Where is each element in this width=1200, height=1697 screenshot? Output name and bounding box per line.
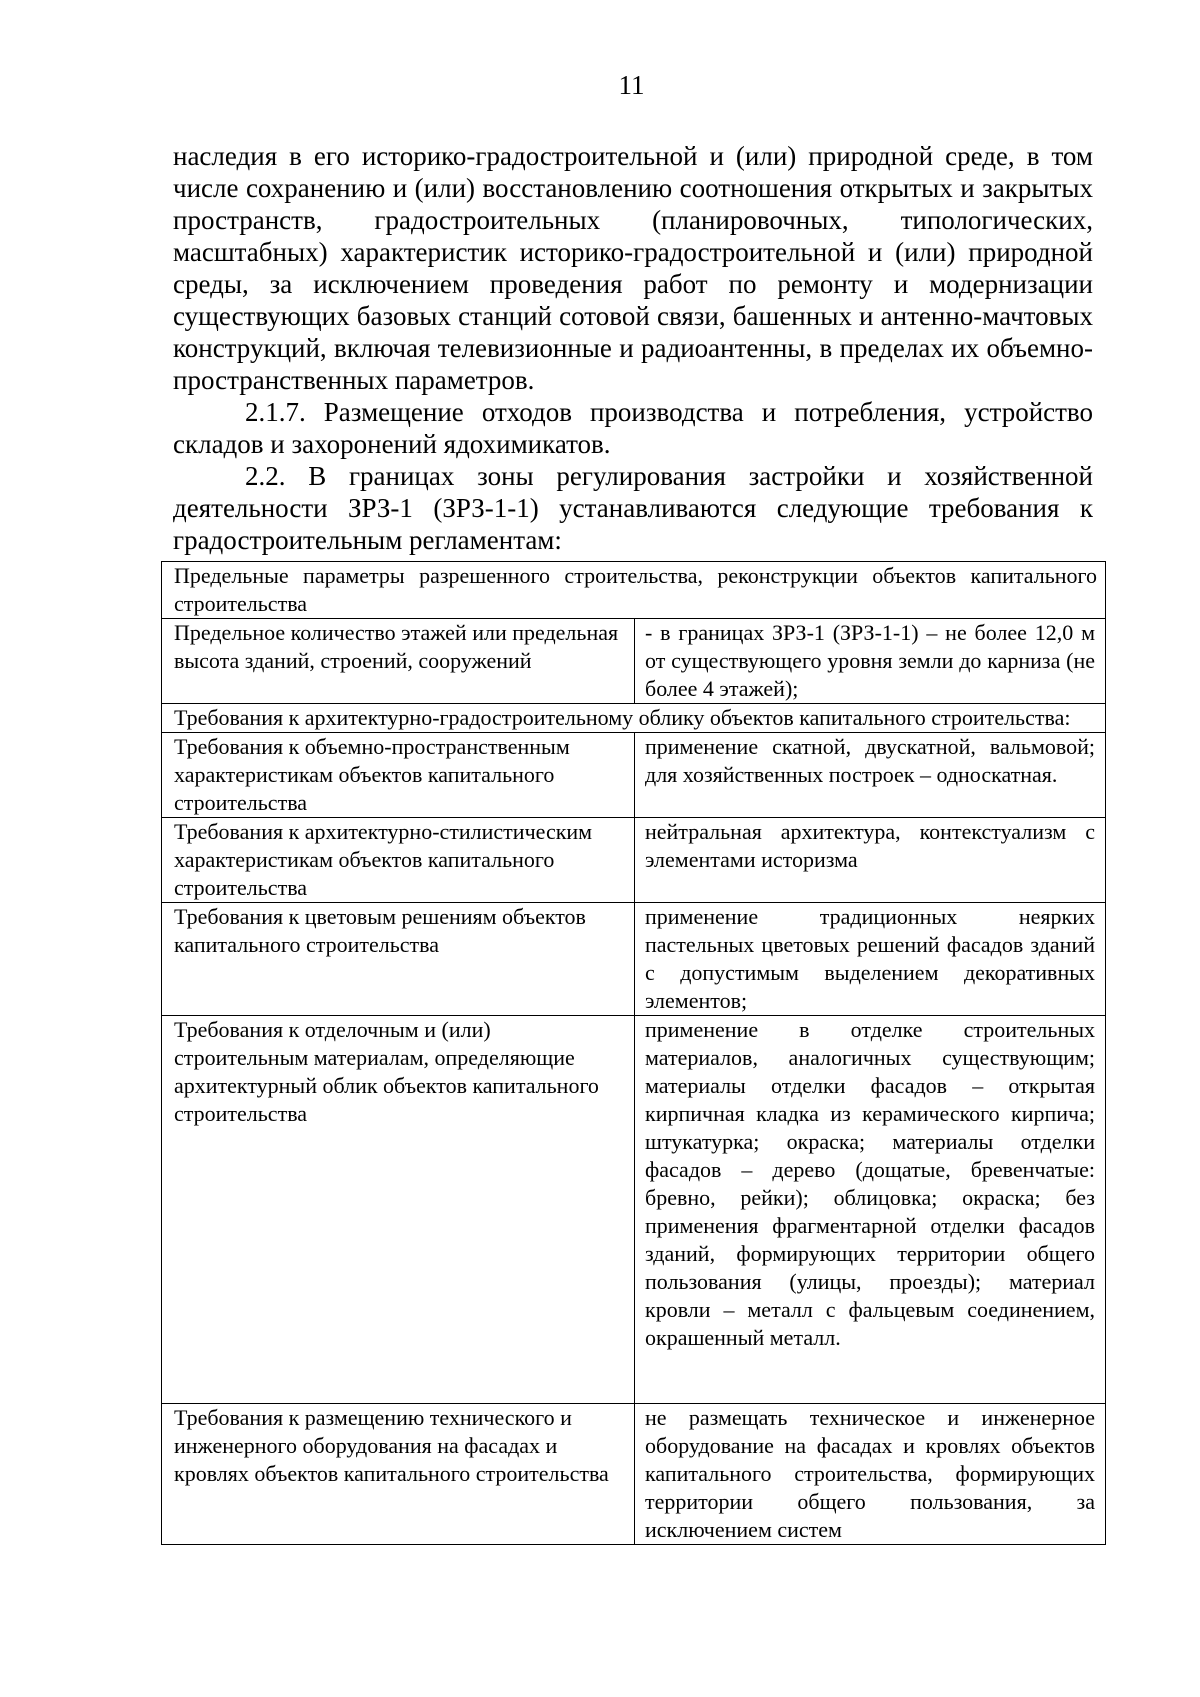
table-row bbox=[162, 818, 1106, 903]
regulations-table bbox=[161, 561, 1106, 1545]
row-value-volume: применение скатной, двускатной, вальмовой; для хозяйственных построек – односкатная. bbox=[635, 733, 1106, 818]
row-label-materials: Требования к отделочным и (или) строительным материалам, определяющие архитектурный облик объектов капитального строительства bbox=[162, 1016, 635, 1404]
table-row bbox=[162, 733, 1106, 818]
table-section-header bbox=[162, 704, 1106, 733]
row-label-floors: Предельное количество этажей или предельная высота зданий, строений, сооружений bbox=[162, 619, 635, 704]
table-row bbox=[162, 619, 1106, 704]
body-text bbox=[173, 140, 1093, 556]
table-row bbox=[162, 1404, 1106, 1545]
table-row bbox=[162, 903, 1106, 1016]
row-label-volume: Требования к объемно-пространственным характеристикам объектов капитального строительства bbox=[162, 733, 635, 818]
section-header-limits: Предельные параметры разрешенного строительства, реконструкции объектов капитального строительства bbox=[162, 562, 1106, 619]
row-value-materials: применение в отделке строительных материалов, аналогичных существующим; материалы отделки фасадов – открытая кирпичная кладка из керамического кирпича; штукатурка; окраска; материалы отделки фасадов – дерево (дощатые, бревенчатые: бревно, рейки); облицовка; окраска; без применения фрагментарной отделки фасадов зданий, формирующих территории общего пользования (улицы, проезды); материал кровли – металл с фальцевым соединением, окрашенный металл. bbox=[635, 1016, 1106, 1404]
paragraph-2-2: 2.2. В границах зоны регулирования застройки и хозяйственной деятельности ЗРЗ-1 (ЗРЗ-1-1) устанавливаются следующие требования к градостроительным регламентам: bbox=[173, 461, 1093, 555]
row-value-color: применение традиционных неярких пастельных цветовых решений фасадов зданий с допустимым выделением декоративных элементов; bbox=[635, 903, 1106, 1016]
row-label-style: Требования к архитектурно-стилистическим характеристикам объектов капитального строительства bbox=[162, 818, 635, 903]
table-section-header bbox=[162, 562, 1106, 619]
row-label-color: Требования к цветовым решениям объектов капитального строительства bbox=[162, 903, 635, 1016]
row-value-equipment: не размещать техническое и инженерное оборудование на фасадах и кровлях объектов капитального строительства, формирующих территории общего пользования, за исключением систем bbox=[635, 1404, 1106, 1545]
paragraph-2-1-7: 2.1.7. Размещение отходов производства и потребления, устройство складов и захоронений ядохимикатов. bbox=[173, 397, 1093, 459]
table-row bbox=[162, 1016, 1106, 1404]
row-value-floors: - в границах ЗРЗ-1 (ЗРЗ-1-1) – не более 12,0 м от существующего уровня земли до карниза (не более 4 этажей); bbox=[635, 619, 1106, 704]
row-label-equipment: Требования к размещению технического и инженерного оборудования на фасадах и кровлях объектов капитального строительства bbox=[162, 1404, 635, 1545]
paragraph-continuation: наследия в его историко-градостроительной и (или) природной среде, в том числе сохранению и (или) восстановлению соотношения открытых и закрытых пространств, градостроительных (планировочных, типологических, масштабных) характеристик историко-градостроительной и (или) природной среды, за исключением проведения работ по ремонту и модернизации существующих базовых станций сотовой связи, башенных и антенно-мачтовых конструкций, включая телевизионные и радиоантенны, в пределах их объемно-пространственных параметров. bbox=[173, 141, 1093, 395]
page-number: 11 bbox=[618, 70, 645, 100]
section-header-appearance: Требования к архитектурно-градостроительному облику объектов капитального строительства: bbox=[162, 704, 1106, 733]
row-value-style: нейтральная архитектура, контекстуализм с элементами историзма bbox=[635, 818, 1106, 903]
